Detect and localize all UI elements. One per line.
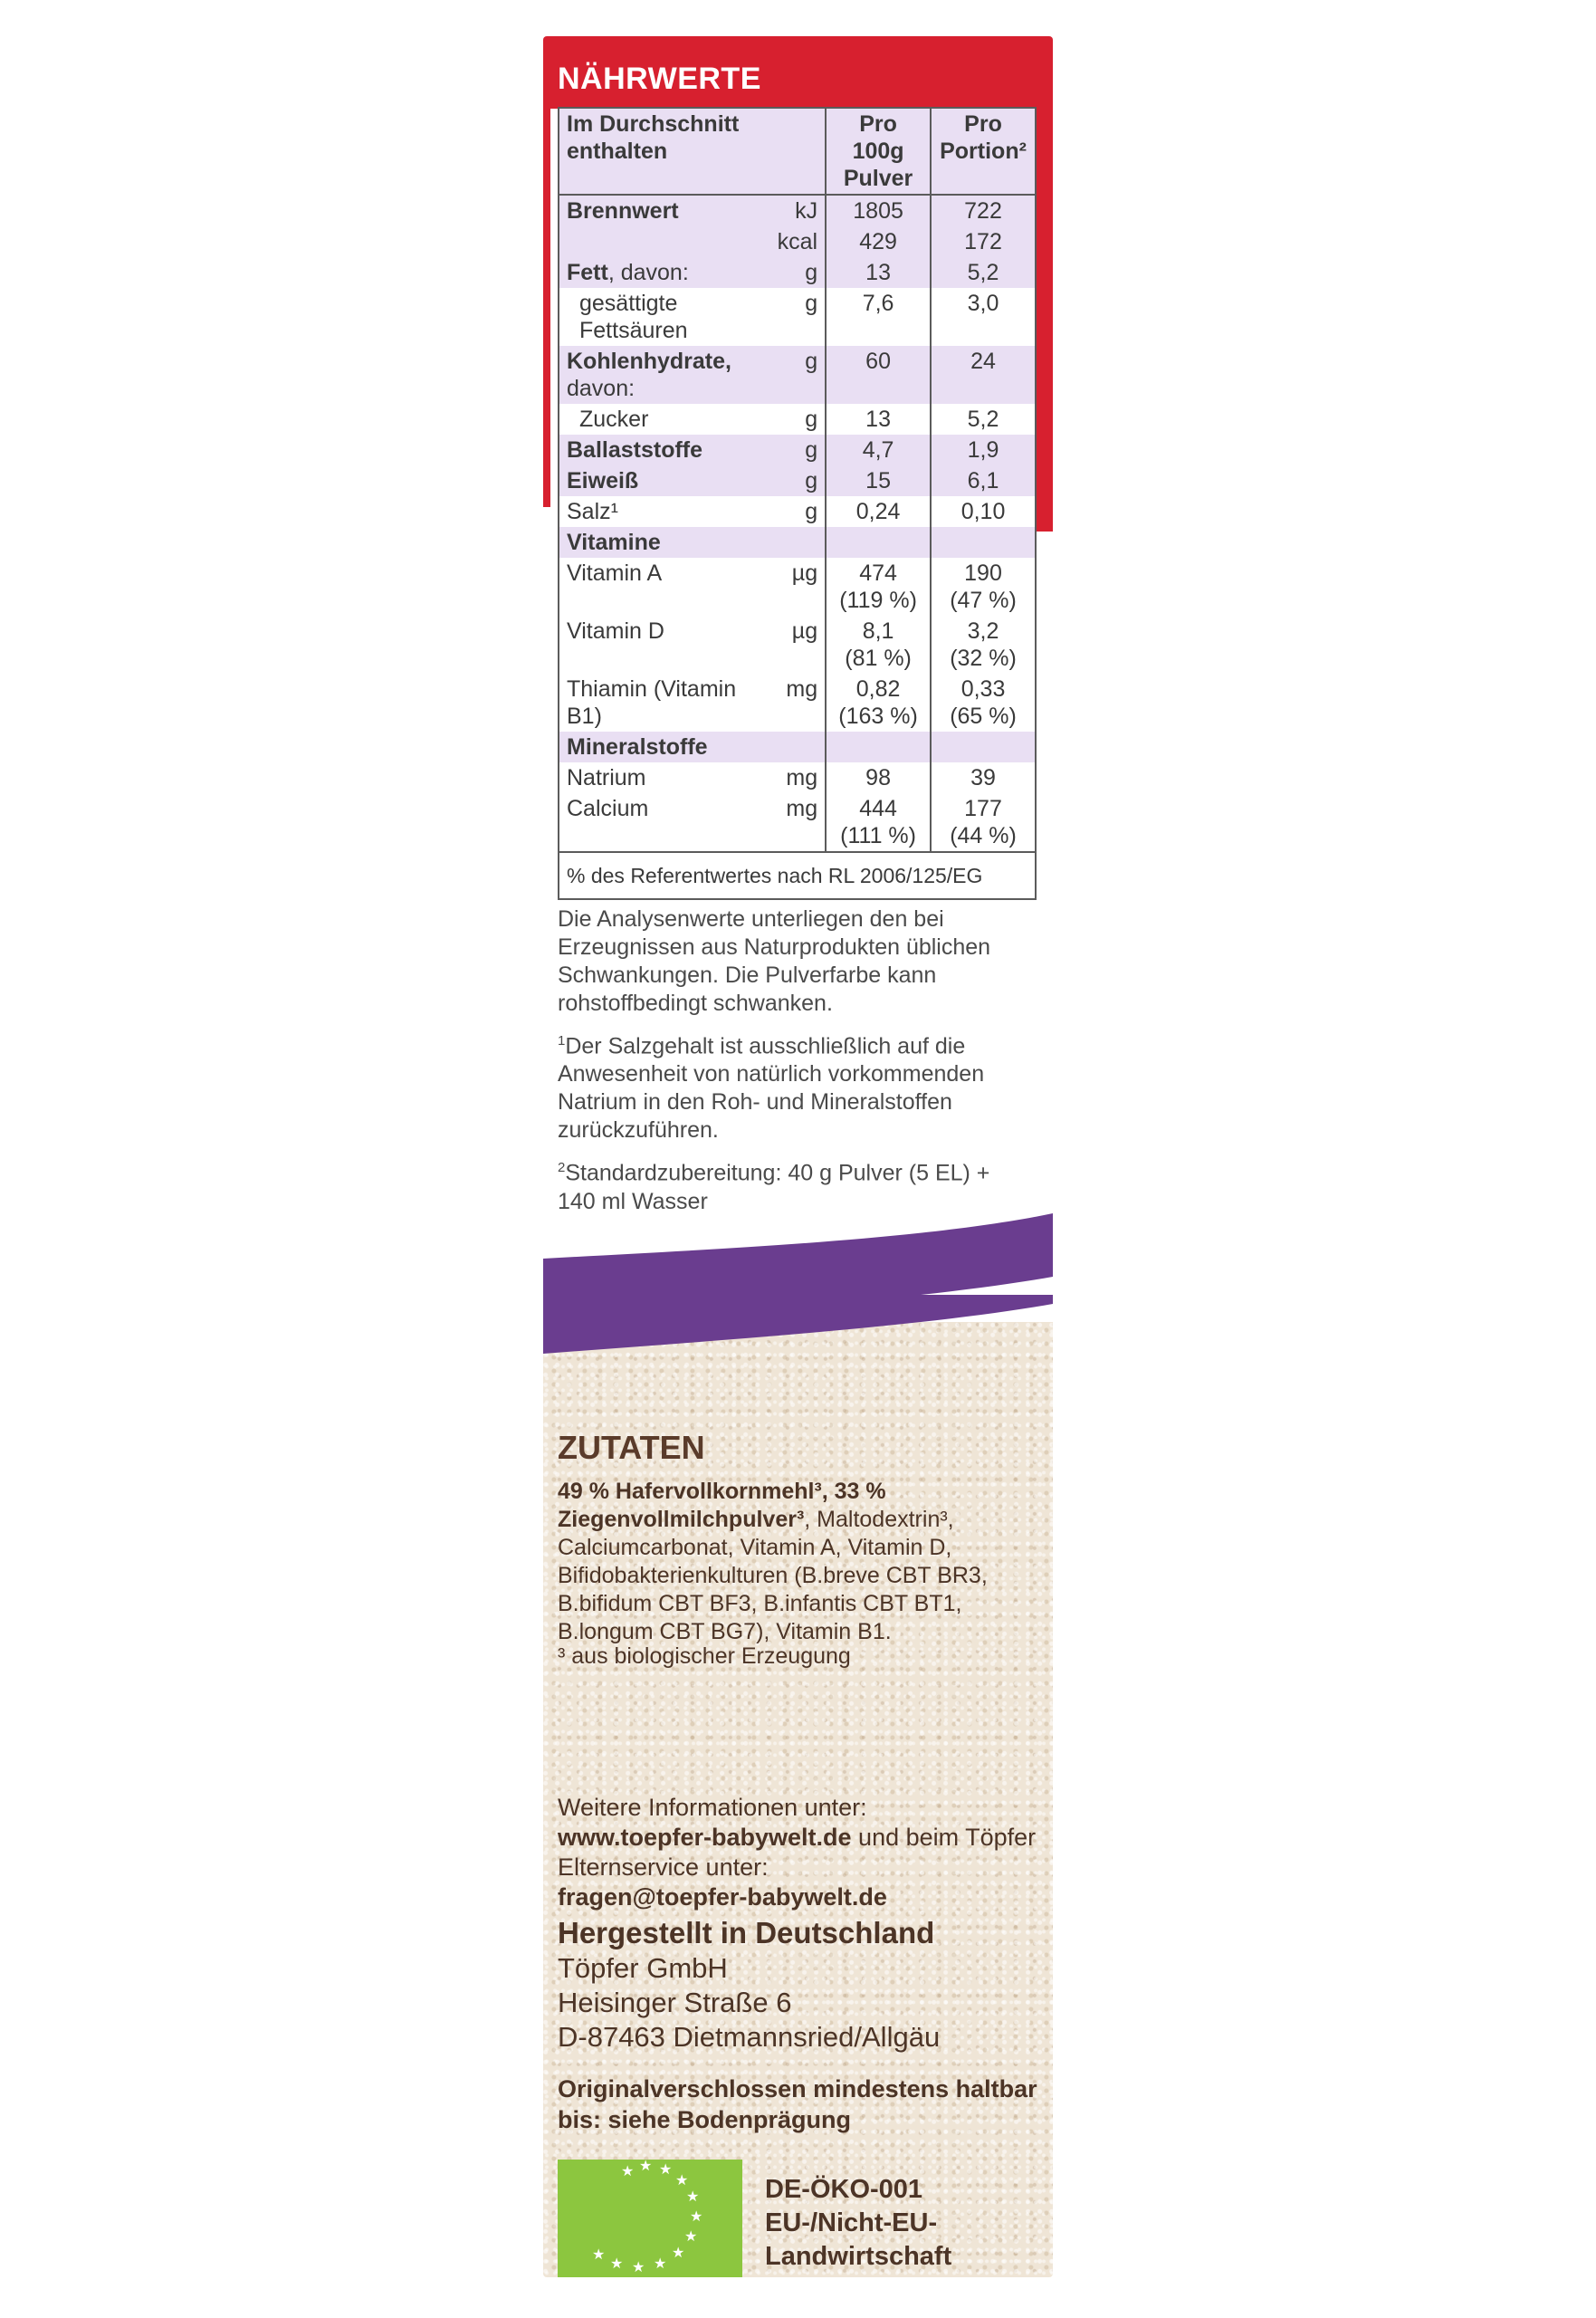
footnote-2: $^2$Standardzubereitung: 40 g Pulver (5 EL) + 140 ml Wasser	[558, 1160, 990, 1214]
row-name: Natrium	[559, 762, 764, 793]
shelf-life-note: Originalverschlossen mindestens haltbar bis: siehe Bodenprägung	[558, 2075, 1037, 2133]
row-portion-pct: (47 %)	[950, 588, 1017, 613]
row-name: Eiweiß	[559, 465, 764, 496]
nutrition-table	[558, 107, 1037, 900]
ingredients-footnote: ³ aus biologischer Erzeugung	[558, 1643, 851, 1669]
table-row	[559, 496, 1036, 527]
row-unit: µg	[764, 558, 827, 616]
table-row	[559, 226, 1036, 257]
header-col-name: Im Durchschnitt enthalten	[559, 108, 826, 195]
row-unit: g	[764, 435, 827, 465]
manufacturer-heading: Hergestellt in Deutschland	[558, 1916, 935, 1949]
table-row	[559, 558, 1036, 616]
table-row	[559, 435, 1036, 465]
table-row	[559, 346, 1036, 404]
svg-text:★: ★	[675, 2171, 689, 2189]
manufacturer-city: D-87463 Dietmannsried/Allgäu	[558, 2021, 941, 2053]
header-col-portion: Pro Portion²	[931, 108, 1036, 195]
row-per100: 1805	[826, 195, 931, 226]
manufacturer-street: Heisinger Straße 6	[558, 1987, 792, 2018]
row-portion: 722	[931, 195, 1036, 226]
svg-text:★: ★	[592, 2246, 606, 2263]
row-portion-pct: (32 %)	[950, 646, 1017, 671]
svg-text:★: ★	[621, 2162, 635, 2179]
row-portion: 39	[931, 762, 1036, 793]
reference-note: % des Referentwertes nach RL 2006/125/EG	[559, 852, 1036, 899]
notes-section	[558, 905, 1028, 1225]
row-unit: mg	[764, 674, 827, 732]
row-portion: 0,33 (65 %)	[931, 674, 1036, 732]
svg-text:★: ★	[610, 2255, 624, 2272]
ingredients-area	[543, 1322, 1053, 2277]
row-per100: 4,7	[826, 435, 931, 465]
row-portion: 3,0	[931, 288, 1036, 346]
row-unit: g	[764, 465, 827, 496]
row-portion: 1,9	[931, 435, 1036, 465]
table-row	[559, 195, 1036, 226]
row-per100: 474 (119 %)	[826, 558, 931, 616]
row-unit: kJ	[764, 195, 827, 226]
row-portion: 190 (47 %)	[931, 558, 1036, 616]
row-name: Thiamin (Vitamin B1)	[559, 674, 764, 732]
row-per100: 13	[826, 404, 931, 435]
ingredients-list	[558, 1478, 1037, 1646]
header-col-100g: Pro 100g Pulver	[826, 108, 931, 195]
row-unit: mg	[764, 762, 827, 793]
svg-text:★: ★	[632, 2258, 645, 2275]
row-portion: 3,2 (32 %)	[931, 616, 1036, 674]
footnote-1: $^1$Der Salzgehalt ist ausschließlich auf die Anwesenheit von natürlich vorkommenden Natrium in den Roh- und Mineralstoffen zurückzuführen.	[558, 1033, 985, 1144]
ingredients-title: ZUTATEN	[558, 1429, 705, 1466]
row-per100-pct: (119 %)	[839, 588, 917, 613]
row-per100-pct: (163 %)	[838, 704, 918, 729]
ingredients-rest: , Maltodextrin³, Calciumcarbonat, Vitamin A, Vitamin D, Bifidobakterienkulturen (B.breve CBT BR3, B.bifidum CBT BF3, B.infantis CBT BT1, B.longum CBT BG7), Vitamin B1.	[558, 1507, 988, 1644]
contact-info	[558, 1793, 1037, 1912]
svg-text:★: ★	[654, 2255, 667, 2272]
row-per100: 0,82 (163 %)	[826, 674, 931, 732]
svg-text:★: ★	[639, 2160, 653, 2174]
row-name: Ballaststoffe	[559, 435, 764, 465]
table-footer-row	[559, 852, 1036, 899]
row-name	[559, 226, 764, 257]
row-name: Salz¹	[559, 496, 764, 527]
row-unit: g	[764, 404, 827, 435]
package-side-panel	[543, 36, 1053, 2277]
row-per100: 7,6	[826, 288, 931, 346]
table-section-row	[559, 527, 1036, 558]
row-portion: 172	[931, 226, 1036, 257]
contact-line1: Weitere Informationen unter:	[558, 1794, 867, 1821]
row-unit: mg	[764, 793, 827, 852]
table-row	[559, 762, 1036, 793]
table-section-row	[559, 732, 1036, 762]
svg-text:★: ★	[672, 2244, 685, 2261]
website-link[interactable]: www.toepfer-babywelt.de	[558, 1824, 852, 1851]
table-row	[559, 404, 1036, 435]
row-name: Kohlenhydrate, davon:	[559, 346, 764, 404]
row-unit: g	[764, 346, 827, 404]
row-portion: 5,2	[931, 404, 1036, 435]
row-name: Fett, davon:	[559, 257, 764, 288]
row-per100: 444 (111 %)	[826, 793, 931, 852]
row-portion: 0,10	[931, 496, 1036, 527]
row-portion-pct: (44 %)	[950, 823, 1017, 848]
section-mineralstoffe: Mineralstoffe	[559, 732, 764, 762]
row-name: Vitamin A	[559, 558, 764, 616]
row-unit: g	[764, 257, 827, 288]
row-unit: g	[764, 496, 827, 527]
table-row	[559, 288, 1036, 346]
row-per100: 0,24	[826, 496, 931, 527]
row-name: Calcium	[559, 793, 764, 852]
row-per100: 15	[826, 465, 931, 496]
row-portion-pct: (65 %)	[950, 704, 1017, 729]
contact-line2: und beim Töpfer Elternservice unter:	[558, 1824, 1037, 1881]
row-name: Zucker	[559, 404, 764, 435]
manufacturer-company: Töpfer GmbH	[558, 1952, 728, 1984]
row-unit: µg	[764, 616, 827, 674]
table-row	[559, 257, 1036, 288]
table-row	[559, 616, 1036, 674]
svg-text:★: ★	[684, 2227, 698, 2245]
row-per100: 60	[826, 346, 931, 404]
svg-text:★: ★	[686, 2188, 700, 2205]
row-per100: 8,1 (81 %)	[826, 616, 931, 674]
svg-text:★: ★	[659, 2160, 673, 2178]
row-per100-pct: (111 %)	[840, 823, 916, 848]
row-per100: 13	[826, 257, 931, 288]
section-vitamine: Vitamine	[559, 527, 764, 558]
row-per100: 429	[826, 226, 931, 257]
eu-organic-leaf-icon	[558, 2160, 742, 2277]
table-header-row	[559, 108, 1036, 195]
row-unit: kcal	[764, 226, 827, 257]
row-portion: 177 (44 %)	[931, 793, 1036, 852]
table-row	[559, 793, 1036, 852]
analysis-note: Die Analysenwerte unterliegen den bei Erzeugnissen aus Naturprodukten üblichen Schwankungen. Die Pulverfarbe kann rohstoffbedingt schwanken.	[558, 906, 991, 1016]
row-per100: 98	[826, 762, 931, 793]
row-portion: 6,1	[931, 465, 1036, 496]
svg-text:★: ★	[690, 2208, 703, 2225]
row-unit: g	[764, 288, 827, 346]
manufacturer-block	[558, 1915, 1037, 2055]
table-row	[559, 674, 1036, 732]
row-name: Vitamin D	[559, 616, 764, 674]
row-portion: 24	[931, 346, 1036, 404]
row-name: Brennwert	[559, 195, 764, 226]
email-link[interactable]: fragen@toepfer-babywelt.de	[558, 1883, 887, 1911]
organic-code: DE-ÖKO-001 EU-/Nicht-EU- Landwirtschaft	[765, 2175, 952, 2271]
row-per100-pct: (81 %)	[845, 646, 912, 671]
row-name: gesättigte Fettsäuren	[559, 288, 764, 346]
nutrition-title: NÄHRWERTE	[558, 62, 761, 96]
row-portion: 5,2	[931, 257, 1036, 288]
table-row	[559, 465, 1036, 496]
ingredients-bold: 49 % Hafervollkornmehl³, 33 % Ziegenvollmilchpulver³	[558, 1479, 886, 1532]
